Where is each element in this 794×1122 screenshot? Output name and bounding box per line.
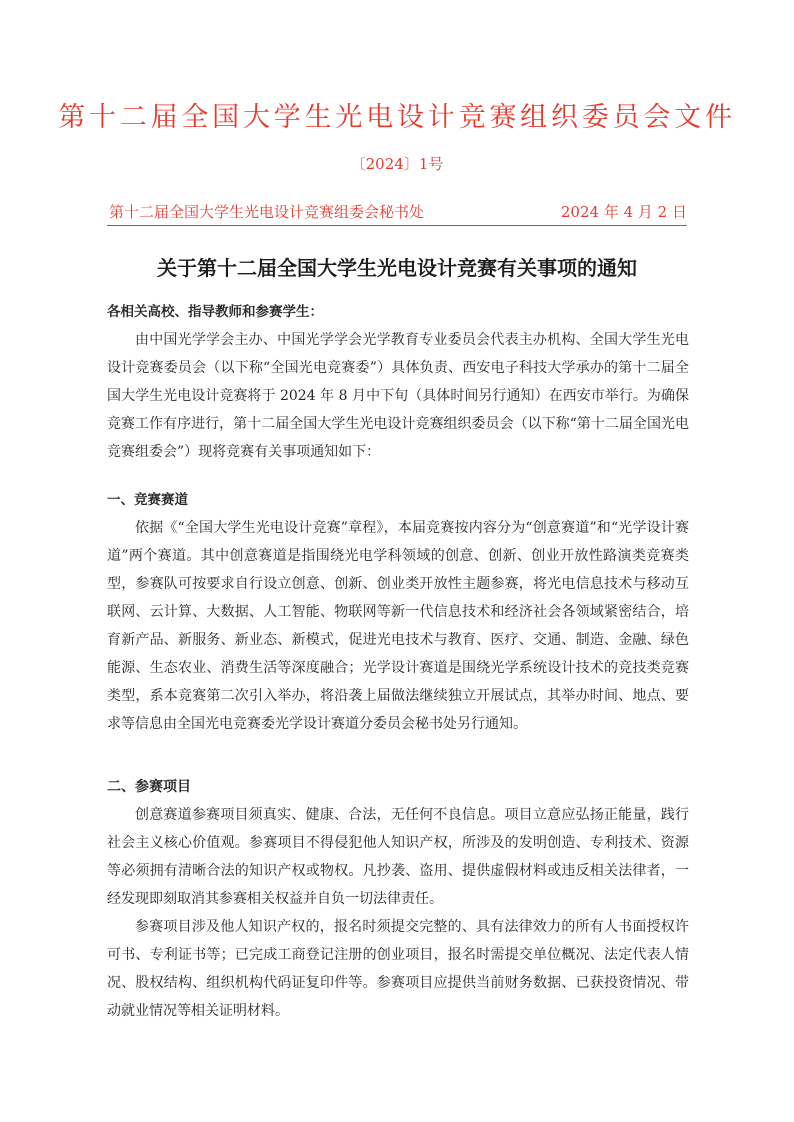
section-paragraph: 创意赛道参赛项目须真实、健康、合法，无任何不良信息。项目立意应弘扬正能量，践行社会主义核心价值观。参赛项目不得侵犯他人知识产权，所涉及的发明创造、专利技术、资源等必须拥有清晰合法的知识产权或物权。凡抄袭、盗用、提供虚假材料或违反相关法律者，一经发现即刻取消其参赛相关权益并自负一切法律责任。	[107, 807, 689, 907]
salutation: 各相关高校、指导教师和参赛学生：	[107, 304, 323, 320]
section-heading: 二、参赛项目	[107, 779, 191, 795]
notice-title: 关于第十二届全国大学生光电设计竞赛有关事项的通知	[157, 256, 637, 280]
section-heading: 一、竞赛赛道	[107, 492, 188, 508]
issuer-name: 第十二届全国大学生光电设计竞赛组委会秘书处	[109, 203, 425, 221]
section-2	[107, 773, 689, 1025]
intro-paragraph: 由中国光学学会主办、中国光学学会光学教育专业委员会代表主办机构、全国大学生光电设计竞赛委员会（以下称“全国光电竞赛委”）具体负责、西安电子科技大学承办的第十二届全国大学生光电设计竞赛将于 2024 年 8 月中下旬（具体时间另行通知）在西安市举行。为确保竞赛工作有序进行，第十二届全国大学生光电设计竞赛组织委员会（以下称“第十二届全国光电竞赛组委会”）现将竞赛有关事项通知如下：	[107, 332, 689, 460]
issue-date: 2024 年 4 月 2 日	[560, 203, 687, 221]
header-divider	[107, 225, 687, 226]
section-paragraph: 依据《“全国大学生光电设计竞赛”章程》，本届竞赛按内容分为“创意赛道”和“光学设计赛道”两个赛道。其中创意赛道是指围绕光电学科领域的创意、创新、创业开放性路演类竞赛类型，参赛队可按要求自行设立创意、创新、创业类开放性主题参赛，将光电信息技术与移动互联网、云计算、大数据、人工智能、物联网等新一代信息技术和经济社会各领域紧密结合，培育新产品、新服务、新业态、新模式，促进光电技术与教育、医疗、交通、制造、金融、绿色能源、生态农业、消费生活等深度融合；光学设计赛道是围绕光学系统设计技术的竞技类竞赛类型，系本竞赛第二次引入举办，将沿袭上届做法继续独立开展试点，其举办时间、地点、要求等信息由全国光电竞赛委光学设计赛道分委员会秘书处另行通知。	[107, 520, 689, 732]
section-1	[107, 486, 689, 738]
doc-number: 〔2024〕1号	[350, 155, 444, 173]
section-paragraph: 参赛项目涉及他人知识产权的，报名时须提交完整的、具有法律效力的所有人书面授权许可书、专利证书等；已完成工商登记注册的创业项目，报名时需提交单位概况、法定代表人情况、股权结构、组织机构代码证复印件等。参赛项目应提供当前财务数据、已获投资情况、带动就业情况等相关证明材料。	[107, 919, 689, 1019]
org-title: 第十二届全国大学生光电设计竞赛组织委员会文件	[58, 102, 736, 133]
issuer-line	[109, 200, 687, 224]
notice-intro-block	[107, 298, 689, 466]
